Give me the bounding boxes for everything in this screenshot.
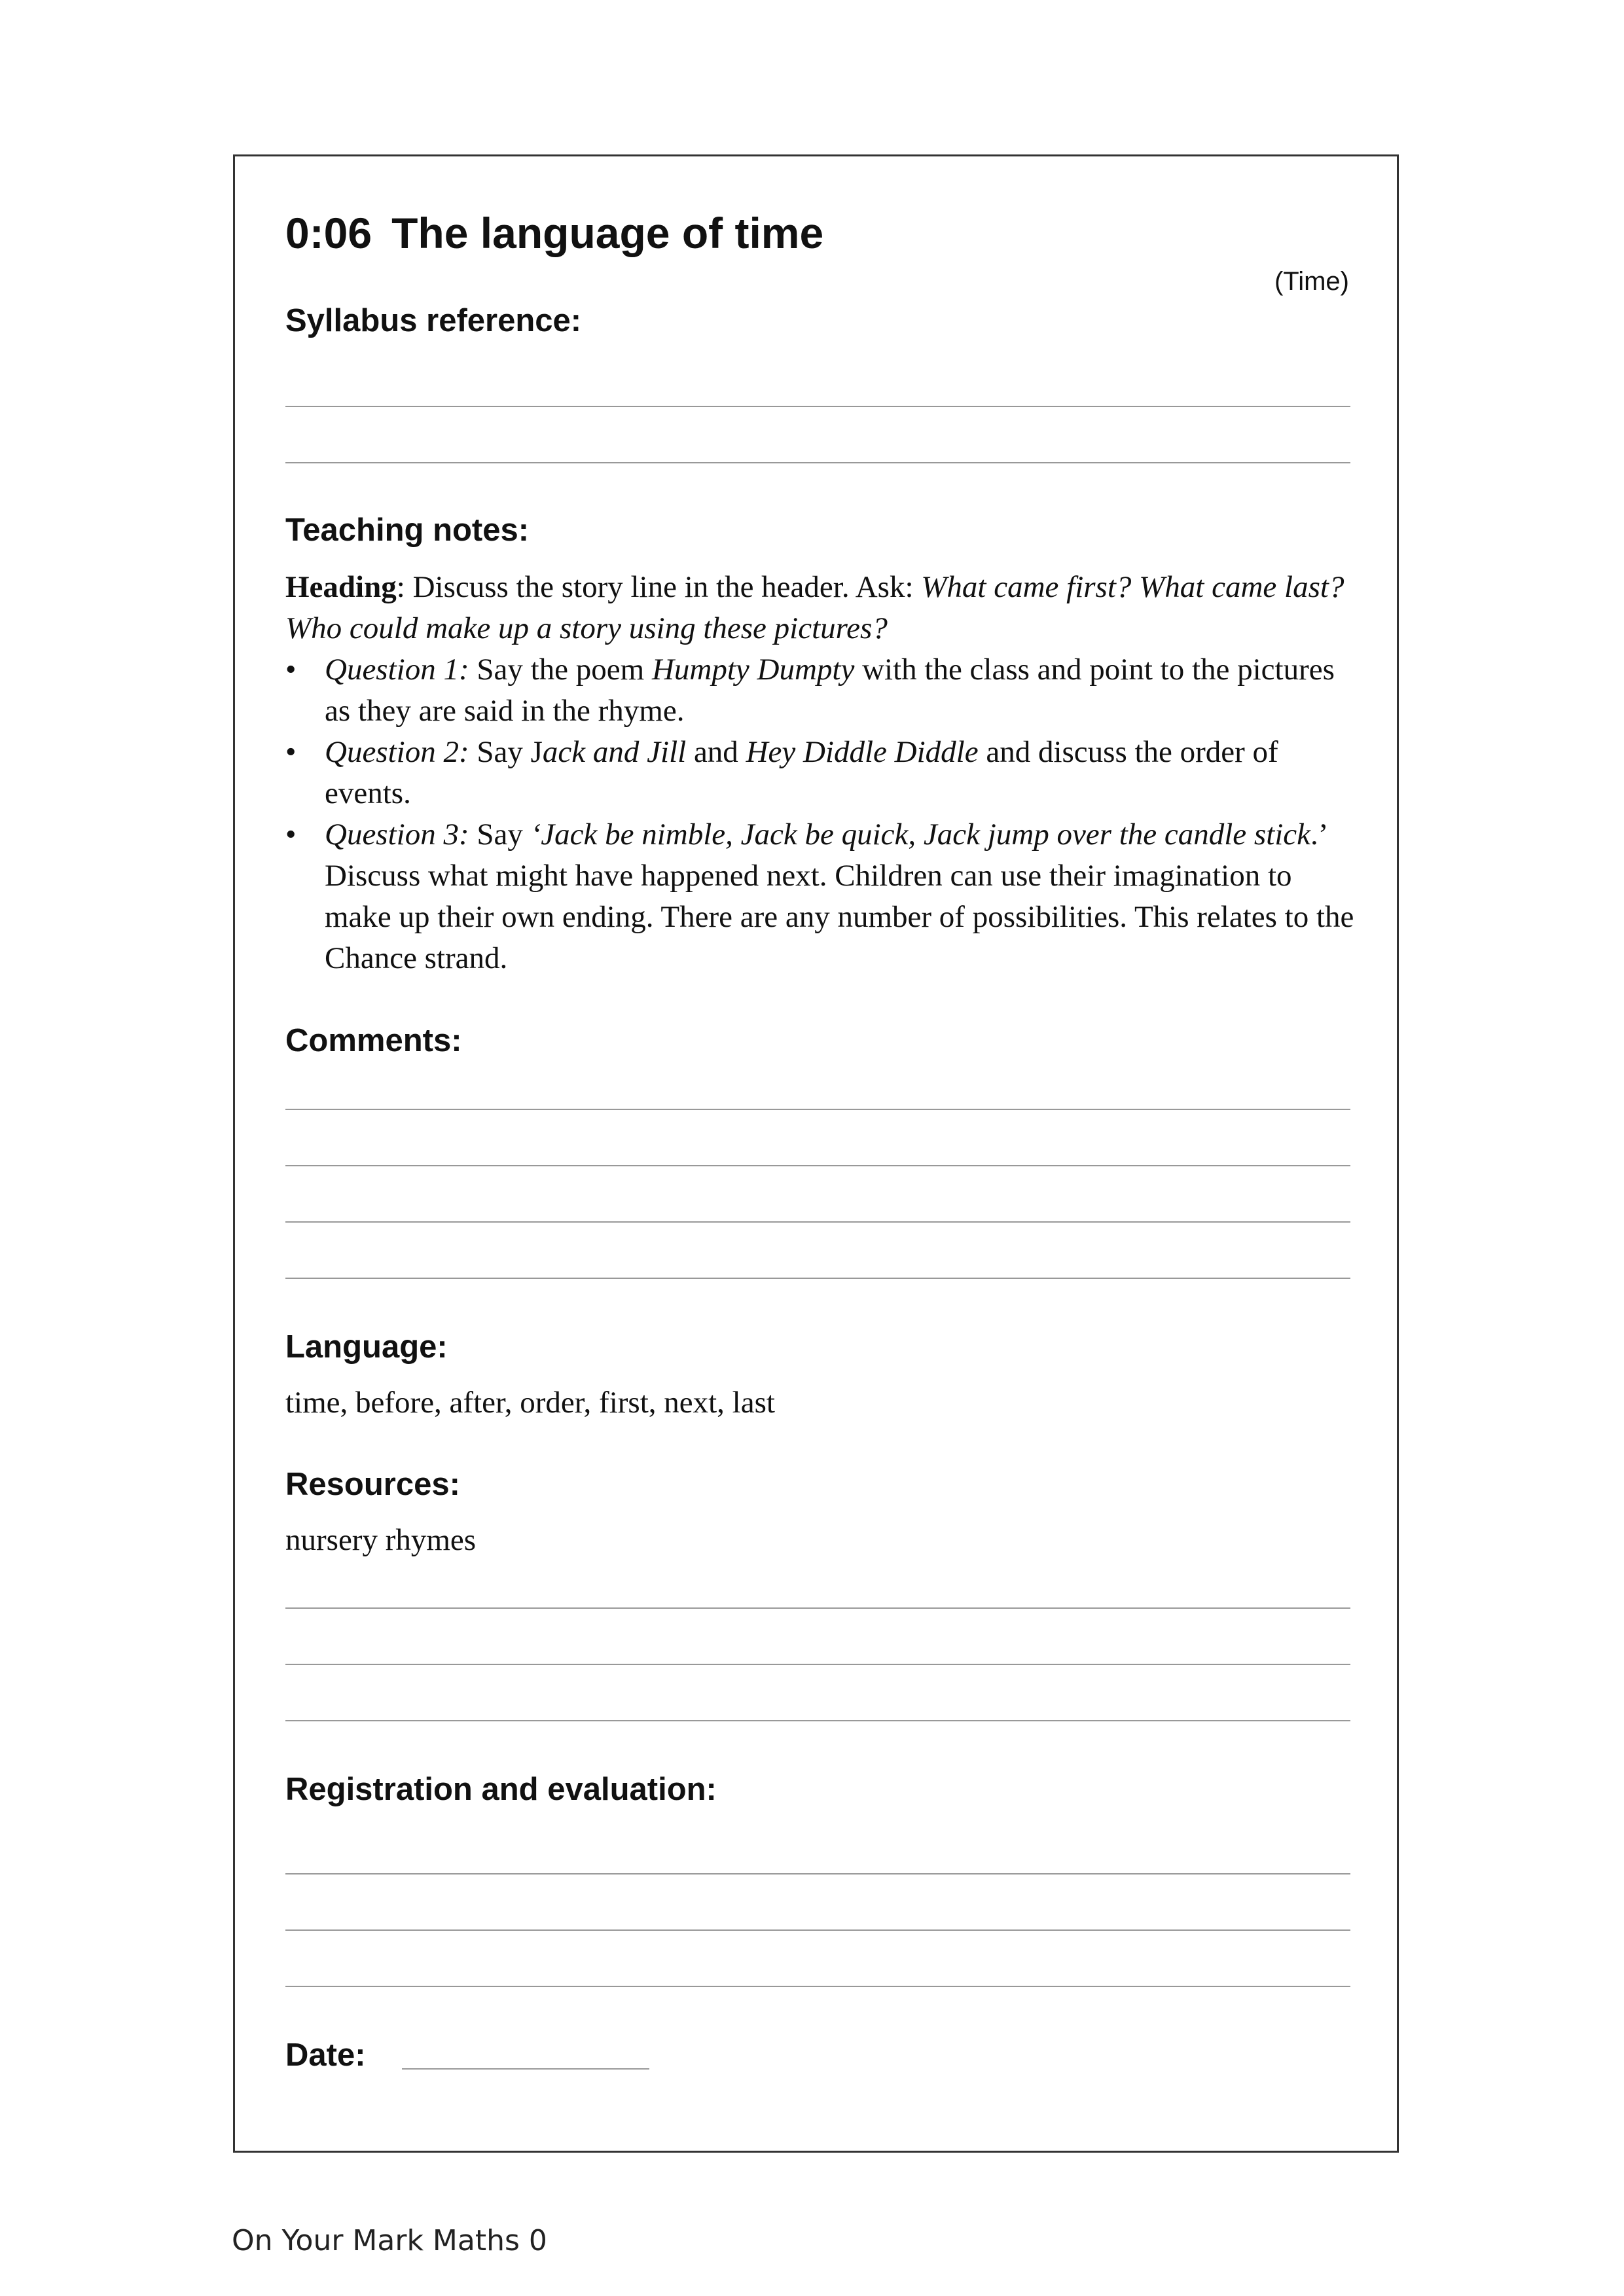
registration-line: [285, 1986, 1350, 1987]
language-text: time, before, after, order, first, next, last: [285, 1386, 775, 1420]
registration-line: [285, 1929, 1350, 1931]
lesson-number: 0:06: [285, 209, 372, 257]
strand-tag: (Time): [1274, 267, 1349, 296]
resources-line: [285, 1720, 1350, 1721]
syllabus-line: [285, 406, 1350, 407]
syllabus-line: [285, 462, 1350, 463]
comments-line: [285, 1221, 1350, 1223]
teaching-notes-heading: Teaching notes:: [285, 512, 530, 548]
lesson-title: The language of time: [391, 209, 824, 257]
resources-heading: Resources:: [285, 1467, 460, 1502]
resources-line: [285, 1607, 1350, 1609]
question-list: [285, 649, 1359, 979]
syllabus-heading: Syllabus reference:: [285, 303, 582, 338]
comments-heading: Comments:: [285, 1023, 462, 1058]
comments-line: [285, 1278, 1350, 1279]
worksheet-frame: [233, 154, 1399, 2153]
registration-line: [285, 1873, 1350, 1874]
registration-heading: Registration and evaluation:: [285, 1772, 717, 1807]
heading-note: Heading: Discuss the story line in the header. Ask: What came first? What came last? Who could make up a story using these pictures?: [285, 570, 1344, 645]
language-heading: Language:: [285, 1329, 448, 1365]
date-line: [402, 2068, 649, 2070]
question-2-note: • Question 2: Say Jack and Jill and Hey Diddle Diddle and discuss the order of events.: [285, 735, 1278, 810]
comments-line: [285, 1165, 1350, 1166]
page-title: [285, 208, 823, 258]
resources-text: nursery rhymes: [285, 1523, 477, 1557]
teaching-notes: [285, 567, 1359, 979]
footer-text: On Your Mark Maths 0: [232, 2224, 547, 2257]
question-3-note: • Question 3: Say ‘Jack be nimble, Jack be quick, Jack jump over the candle stick.’ Discuss what might have happened next. Children can use their imagination to make up their own ending. There are any number of possibilities. This relates to the Chance strand.: [285, 817, 1354, 975]
date-heading: Date:: [285, 2037, 366, 2073]
resources-line: [285, 1664, 1350, 1665]
question-1-note: • Question 1: Say the poem Humpty Dumpty with the class and point to the pictures as they are said in the rhyme.: [285, 653, 1335, 728]
comments-line: [285, 1109, 1350, 1110]
